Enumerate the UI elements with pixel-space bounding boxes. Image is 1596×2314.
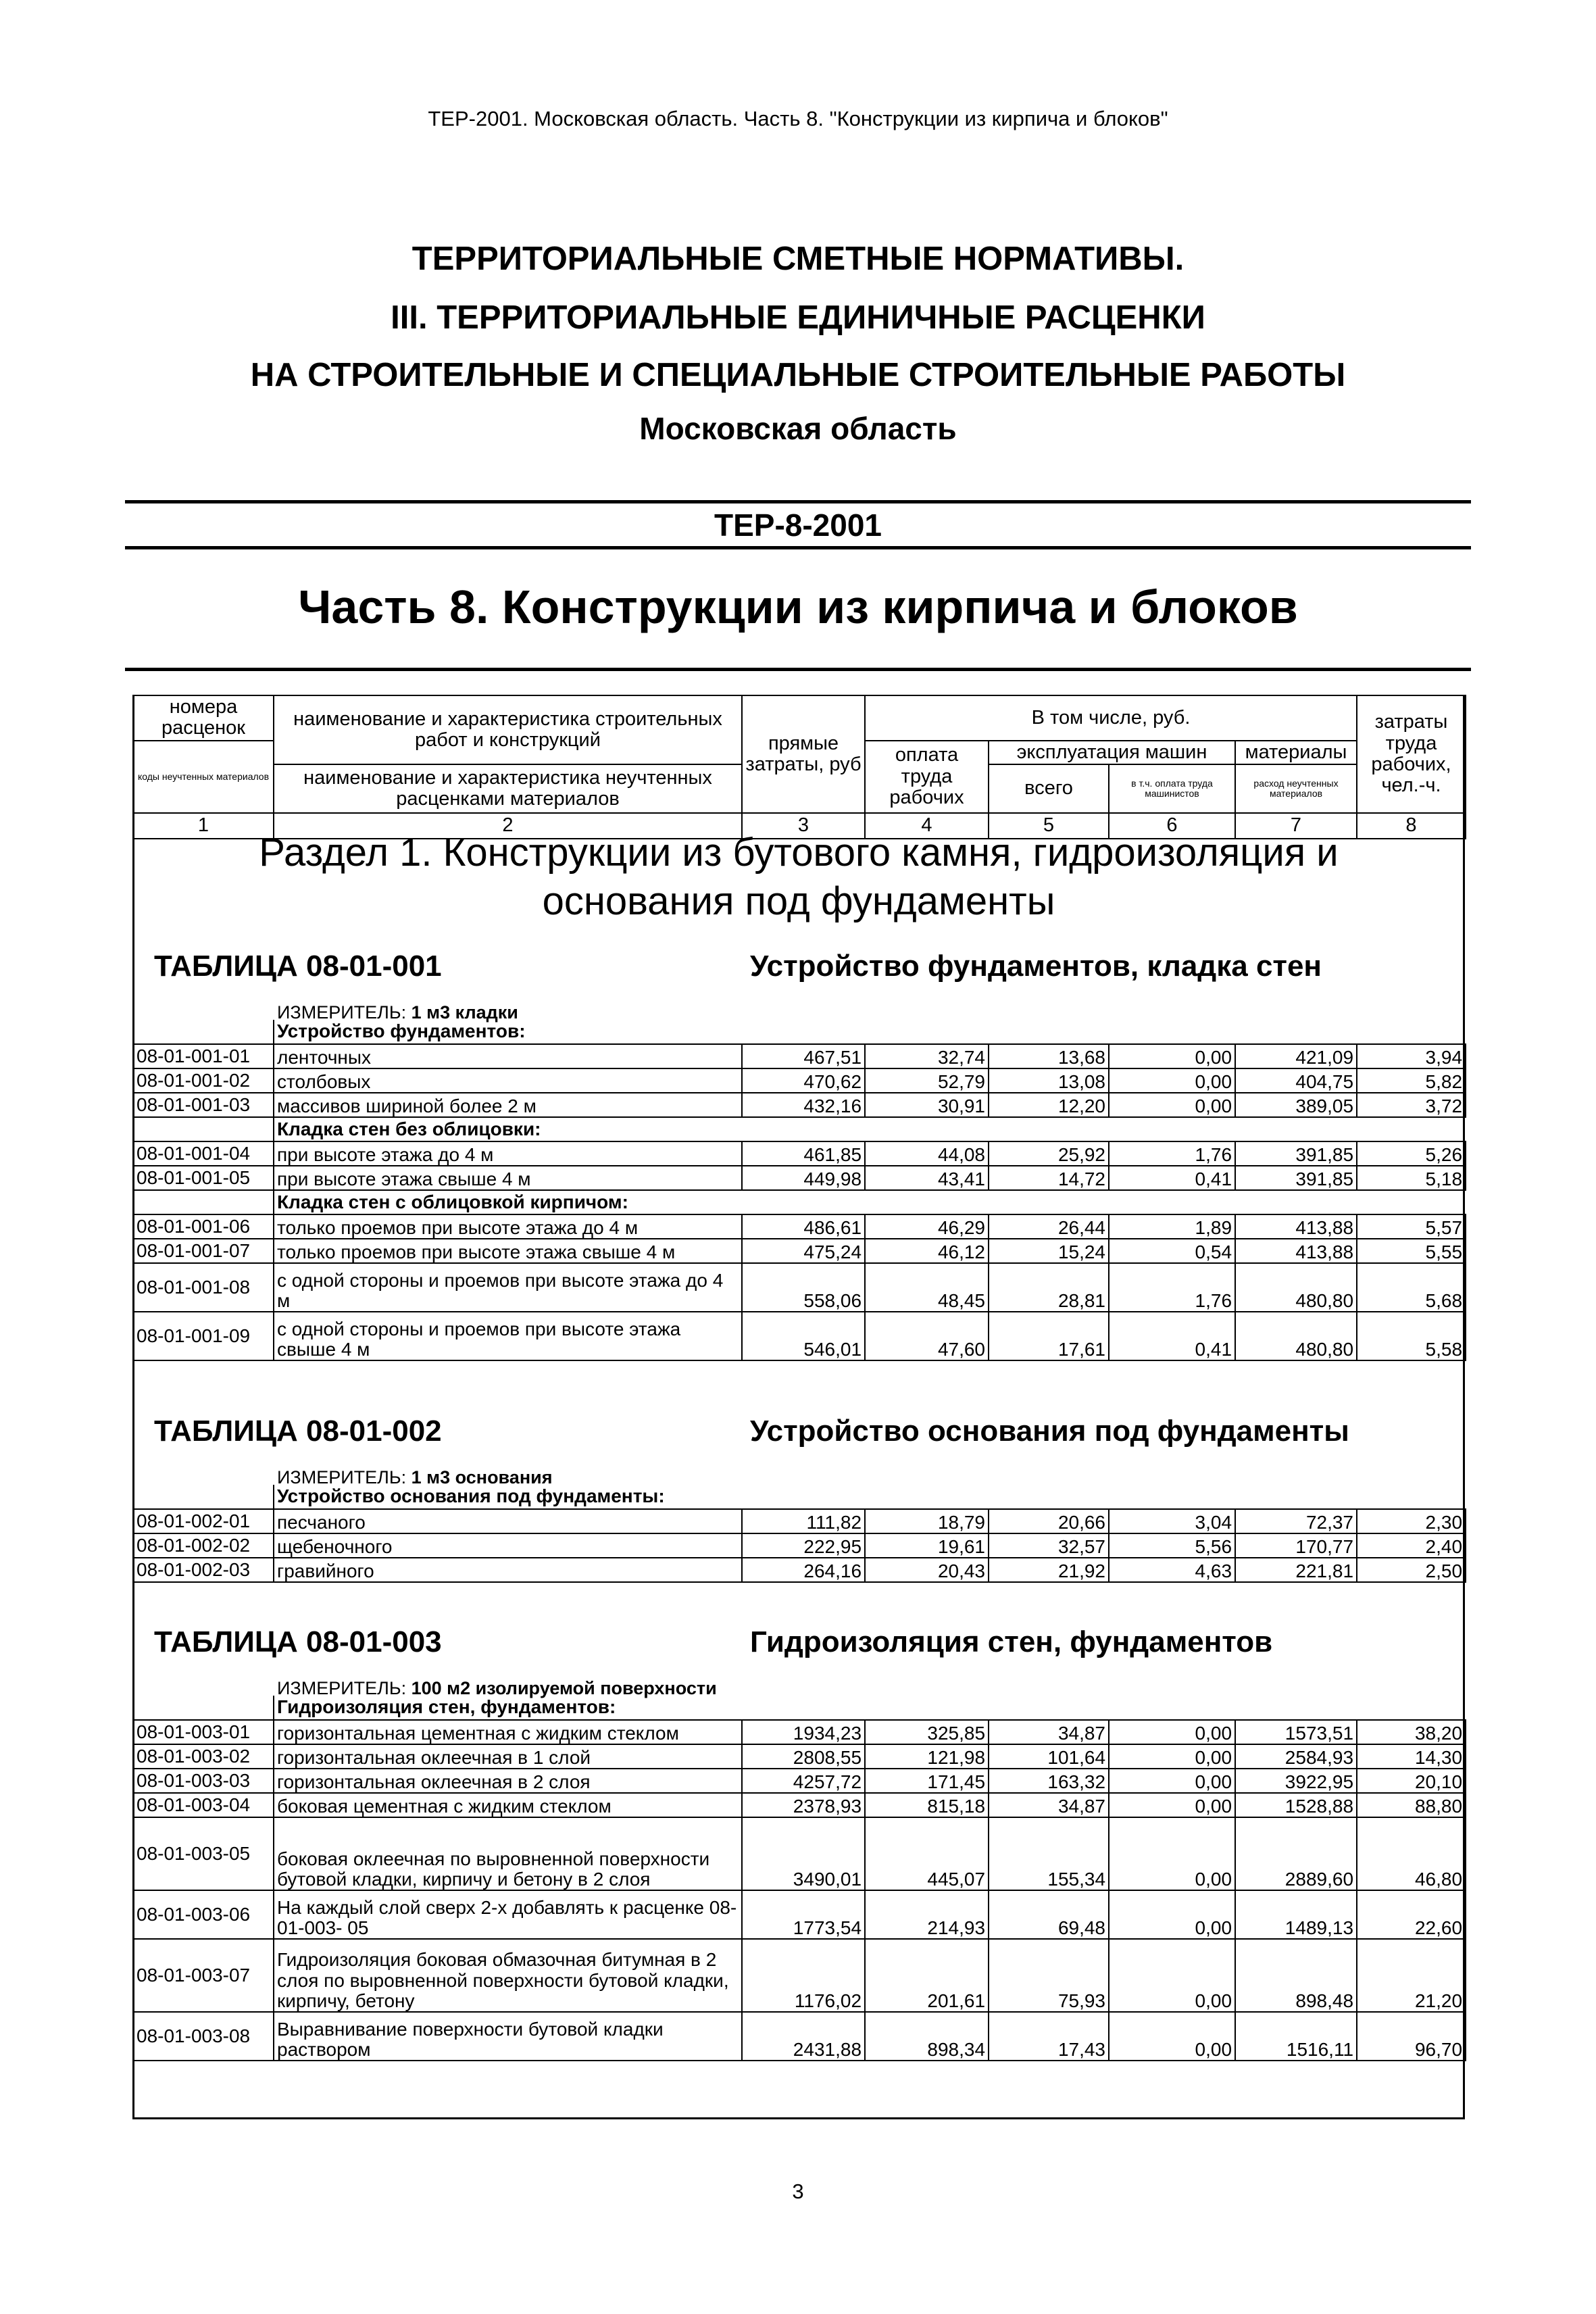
rate-value-c3: 1176,02 — [742, 1939, 865, 2012]
table-desc-3: Гидроизоляция стен, фундаментов — [750, 1625, 1273, 1658]
rate-value-c4: 48,45 — [865, 1263, 989, 1312]
table-row — [133, 1068, 1466, 1093]
rates-table — [132, 1020, 1466, 1361]
rate-code: 08-01-001-06 — [133, 1214, 274, 1239]
rate-value-c5: 21,92 — [989, 1558, 1109, 1582]
rate-value-c5: 75,93 — [989, 1939, 1109, 2012]
group-fill — [742, 1696, 1466, 1720]
document-code: ТЕР-8-2001 — [714, 508, 882, 543]
group-title: Кладка стен с облицовкой кирпичом: — [274, 1190, 742, 1214]
section-title-line-1: Раздел 1. Конструкции из бутового камня, гидроизоляция и — [259, 831, 1339, 875]
rates-table — [132, 1696, 1466, 2061]
measure-prefix: ИЗМЕРИТЕЛЬ: — [277, 1678, 407, 1698]
rate-code: 08-01-002-03 — [133, 1558, 274, 1582]
table-label-2: ТАБЛИЦА 08-01-002 — [154, 1414, 442, 1448]
rate-name: при высоте этажа свыше 4 м — [274, 1166, 742, 1190]
group-spacer — [133, 1696, 274, 1720]
rate-value-c6: 5,56 — [1109, 1533, 1235, 1558]
rate-value-c5: 15,24 — [989, 1239, 1109, 1263]
table-row — [133, 1312, 1466, 1360]
rate-code: 08-01-001-02 — [133, 1068, 274, 1093]
table-row — [133, 1793, 1466, 1817]
group-title: Устройство фундаментов: — [274, 1020, 742, 1044]
group-spacer — [133, 1020, 274, 1044]
rate-value-c7: 480,80 — [1235, 1263, 1357, 1312]
table-label-3: ТАБЛИЦА 08-01-003 — [154, 1625, 442, 1658]
rate-name: только проемов при высоте этажа свыше 4 м — [274, 1239, 742, 1263]
rate-name: массивов шириной более 2 м — [274, 1093, 742, 1117]
group-title: Устройство основания под фундаменты: — [274, 1485, 742, 1509]
rate-value-c7: 3922,95 — [1235, 1769, 1357, 1793]
group-spacer — [133, 1190, 274, 1214]
rate-value-c7: 1516,11 — [1235, 2012, 1357, 2061]
rate-value-c4: 214,93 — [865, 1890, 989, 1939]
rate-value-c7: 1573,51 — [1235, 1720, 1357, 1744]
rate-value-c7: 2584,93 — [1235, 1744, 1357, 1769]
measure-value: 1 м3 кладки — [411, 1002, 518, 1023]
table-desc-1: Устройство фундаментов, кладка стен — [750, 950, 1322, 983]
rate-value-c4: 46,12 — [865, 1239, 989, 1263]
rate-name: боковая цементная с жидким стеклом — [274, 1793, 742, 1817]
table-row — [133, 1093, 1466, 1117]
header-material-consumption: расход неучтенных материалов — [1235, 764, 1357, 813]
rate-value-c6: 0,00 — [1109, 1044, 1235, 1068]
rate-value-c3: 546,01 — [742, 1312, 865, 1360]
rate-value-c7: 389,05 — [1235, 1093, 1357, 1117]
rate-code: 08-01-003-08 — [133, 2012, 274, 2061]
rate-value-c5: 163,32 — [989, 1769, 1109, 1793]
measure-value: 100 м2 изолируемой поверхности — [411, 1678, 717, 1698]
group-spacer — [133, 1117, 274, 1141]
rate-value-c8: 5,26 — [1357, 1141, 1466, 1166]
rate-value-c6: 0,00 — [1109, 1720, 1235, 1744]
rate-value-c8: 5,55 — [1357, 1239, 1466, 1263]
group-row — [133, 1190, 1466, 1214]
rates-table — [132, 1485, 1466, 1583]
rate-value-c6: 4,63 — [1109, 1558, 1235, 1582]
rate-value-c5: 17,43 — [989, 2012, 1109, 2061]
rate-value-c3: 1934,23 — [742, 1720, 865, 1744]
rate-value-c3: 449,98 — [742, 1166, 865, 1190]
rate-value-c8: 96,70 — [1357, 2012, 1466, 2061]
rate-value-c7: 170,77 — [1235, 1533, 1357, 1558]
rate-value-c6: 0,00 — [1109, 1793, 1235, 1817]
header-machines-total: всего — [989, 764, 1109, 813]
rate-value-c5: 69,48 — [989, 1890, 1109, 1939]
title-line-2: III. ТЕРРИТОРИАЛЬНЫЕ ЕДИНИЧНЫЕ РАСЦЕНКИ — [391, 299, 1205, 336]
rate-value-c8: 5,58 — [1357, 1312, 1466, 1360]
rate-value-c8: 5,82 — [1357, 1068, 1466, 1093]
group-row — [133, 1696, 1466, 1720]
header-num-4: 4 — [865, 813, 989, 839]
rate-value-c4: 30,91 — [865, 1093, 989, 1117]
rate-value-c7: 413,88 — [1235, 1214, 1357, 1239]
header-incl: В том числе, руб. — [865, 695, 1357, 741]
rate-value-c5: 32,57 — [989, 1533, 1109, 1558]
rate-value-c3: 470,62 — [742, 1068, 865, 1093]
rate-code: 08-01-003-02 — [133, 1744, 274, 1769]
table-row — [133, 1769, 1466, 1793]
rate-value-c8: 2,50 — [1357, 1558, 1466, 1582]
rate-value-c6: 0,00 — [1109, 1068, 1235, 1093]
rate-value-c5: 34,87 — [989, 1720, 1109, 1744]
rate-code: 08-01-001-05 — [133, 1166, 274, 1190]
rate-name: гравийного — [274, 1558, 742, 1582]
rate-value-c8: 14,30 — [1357, 1744, 1466, 1769]
rate-value-c4: 201,61 — [865, 1939, 989, 2012]
group-spacer — [133, 1485, 274, 1509]
rate-code: 08-01-003-01 — [133, 1720, 274, 1744]
header-machinist-wages: в т.ч. оплата труда машинистов — [1109, 764, 1235, 813]
rule-bottom — [125, 668, 1471, 671]
rate-value-c8: 5,57 — [1357, 1214, 1466, 1239]
rate-code: 08-01-001-09 — [133, 1312, 274, 1360]
rate-value-c5: 25,92 — [989, 1141, 1109, 1166]
rate-value-c8: 2,30 — [1357, 1509, 1466, 1533]
rate-code: 08-01-001-08 — [133, 1263, 274, 1312]
rule-top — [125, 500, 1471, 503]
rate-value-c6: 0,00 — [1109, 1890, 1235, 1939]
table-label-1: ТАБЛИЦА 08-01-001 — [154, 950, 442, 983]
rate-value-c7: 413,88 — [1235, 1239, 1357, 1263]
rate-code: 08-01-003-06 — [133, 1890, 274, 1939]
rate-value-c5: 14,72 — [989, 1166, 1109, 1190]
rate-value-c4: 19,61 — [865, 1533, 989, 1558]
header-num-2: 2 — [274, 813, 742, 839]
table-row — [133, 1817, 1466, 1890]
header-num-3: 3 — [742, 813, 865, 839]
rate-value-c6: 0,41 — [1109, 1312, 1235, 1360]
rate-value-c8: 46,80 — [1357, 1817, 1466, 1890]
table-row — [133, 1263, 1466, 1312]
rate-name: На каждый слой сверх 2-х добавлять к расценке 08-01-003- 05 — [274, 1890, 742, 1939]
group-fill — [742, 1117, 1466, 1141]
table-row — [133, 1214, 1466, 1239]
rate-name: с одной стороны и проемов при высоте этажа свыше 4 м — [274, 1312, 742, 1360]
rate-value-c5: 26,44 — [989, 1214, 1109, 1239]
group-row — [133, 1485, 1466, 1509]
rate-value-c8: 3,94 — [1357, 1044, 1466, 1068]
rate-value-c7: 1489,13 — [1235, 1890, 1357, 1939]
rate-code: 08-01-003-05 — [133, 1817, 274, 1890]
rate-value-c3: 2808,55 — [742, 1744, 865, 1769]
header-wages: оплата труда рабочих — [865, 741, 989, 813]
rate-value-c3: 475,24 — [742, 1239, 865, 1263]
rate-value-c8: 20,10 — [1357, 1769, 1466, 1793]
rate-value-c3: 264,16 — [742, 1558, 865, 1582]
rate-value-c8: 2,40 — [1357, 1533, 1466, 1558]
group-row — [133, 1020, 1466, 1044]
rate-value-c6: 0,00 — [1109, 1769, 1235, 1793]
rate-value-c7: 221,81 — [1235, 1558, 1357, 1582]
rate-value-c5: 101,64 — [989, 1744, 1109, 1769]
rate-value-c4: 43,41 — [865, 1166, 989, 1190]
rate-value-c7: 421,09 — [1235, 1044, 1357, 1068]
title-line-4: Московская область — [639, 411, 957, 446]
table-desc-2: Устройство основания под фундаменты — [750, 1414, 1349, 1448]
rate-name: боковая оклеечная по выровненной поверхности бутовой кладки, кирпичу и бетону в 2 слоя — [274, 1817, 742, 1890]
page-number: 3 — [792, 2180, 804, 2203]
table-row — [133, 1558, 1466, 1582]
rate-value-c4: 325,85 — [865, 1720, 989, 1744]
rate-value-c4: 815,18 — [865, 1793, 989, 1817]
header-name: наименование и характеристика строительных работ и конструкций — [274, 695, 742, 764]
measure-value: 1 м3 основания — [411, 1467, 553, 1487]
rate-value-c3: 111,82 — [742, 1509, 865, 1533]
table-row — [133, 2012, 1466, 2061]
rate-value-c6: 0,00 — [1109, 1939, 1235, 2012]
rate-value-c5: 155,34 — [989, 1817, 1109, 1890]
rate-value-c8: 5,18 — [1357, 1166, 1466, 1190]
rate-code: 08-01-001-07 — [133, 1239, 274, 1263]
rate-value-c7: 391,85 — [1235, 1141, 1357, 1166]
rate-value-c5: 34,87 — [989, 1793, 1109, 1817]
rule-middle — [125, 546, 1471, 549]
title-line-3: НА СТРОИТЕЛЬНЫЕ И СПЕЦИАЛЬНЫЕ СТРОИТЕЛЬНЫЕ РАБОТЫ — [250, 357, 1346, 393]
table-row — [133, 1744, 1466, 1769]
rate-value-c8: 3,72 — [1357, 1093, 1466, 1117]
rate-code: 08-01-001-01 — [133, 1044, 274, 1068]
rate-value-c6: 0,54 — [1109, 1239, 1235, 1263]
table-row — [133, 1890, 1466, 1939]
table-row — [133, 1533, 1466, 1558]
rate-value-c3: 2378,93 — [742, 1793, 865, 1817]
rate-value-c3: 486,61 — [742, 1214, 865, 1239]
rate-value-c4: 898,34 — [865, 2012, 989, 2061]
rate-value-c7: 2889,60 — [1235, 1817, 1357, 1890]
rate-value-c5: 12,20 — [989, 1093, 1109, 1117]
rate-value-c6: 0,00 — [1109, 2012, 1235, 2061]
rate-value-c4: 44,08 — [865, 1141, 989, 1166]
group-fill — [742, 1485, 1466, 1509]
rate-value-c6: 1,89 — [1109, 1214, 1235, 1239]
rate-name: песчаного — [274, 1509, 742, 1533]
header-direct-costs: прямые затраты, руб — [742, 695, 865, 813]
part-title: Часть 8. Конструкции из кирпича и блоков — [298, 581, 1298, 633]
measure-prefix: ИЗМЕРИТЕЛЬ: — [277, 1467, 407, 1487]
rate-value-c3: 461,85 — [742, 1141, 865, 1166]
header-machines: эксплуатация машин — [989, 741, 1235, 764]
rate-name: с одной стороны и проемов при высоте этажа до 4 м — [274, 1263, 742, 1312]
rate-value-c7: 391,85 — [1235, 1166, 1357, 1190]
rate-value-c7: 72,37 — [1235, 1509, 1357, 1533]
group-fill — [742, 1020, 1466, 1044]
table-row — [133, 1044, 1466, 1068]
rate-value-c7: 1528,88 — [1235, 1793, 1357, 1817]
rate-value-c8: 38,20 — [1357, 1720, 1466, 1744]
rate-code: 08-01-003-03 — [133, 1769, 274, 1793]
rate-code: 08-01-003-04 — [133, 1793, 274, 1817]
rate-code: 08-01-002-01 — [133, 1509, 274, 1533]
rate-value-c4: 32,74 — [865, 1044, 989, 1068]
rate-value-c4: 121,98 — [865, 1744, 989, 1769]
rate-name: горизонтальная оклеечная в 1 слой — [274, 1744, 742, 1769]
rate-value-c7: 404,75 — [1235, 1068, 1357, 1093]
header-num-1: 1 — [133, 813, 274, 839]
rate-value-c6: 1,76 — [1109, 1141, 1235, 1166]
rate-name: щебеночного — [274, 1533, 742, 1558]
header-materials: материалы — [1235, 741, 1357, 764]
rate-value-c5: 17,61 — [989, 1312, 1109, 1360]
rate-value-c4: 46,29 — [865, 1214, 989, 1239]
rate-value-c3: 4257,72 — [742, 1769, 865, 1793]
table-row — [133, 1509, 1466, 1533]
rate-value-c3: 1773,54 — [742, 1890, 865, 1939]
header-num-8: 8 — [1357, 813, 1466, 839]
rate-value-c4: 20,43 — [865, 1558, 989, 1582]
group-title: Гидроизоляция стен, фундаментов: — [274, 1696, 742, 1720]
rate-value-c6: 1,76 — [1109, 1263, 1235, 1312]
rate-name: ленточных — [274, 1044, 742, 1068]
rate-value-c4: 171,45 — [865, 1769, 989, 1793]
rate-name: горизонтальная оклеечная в 2 слоя — [274, 1769, 742, 1793]
rate-value-c6: 3,04 — [1109, 1509, 1235, 1533]
rate-value-c8: 21,20 — [1357, 1939, 1466, 2012]
group-row — [133, 1117, 1466, 1141]
rate-name: горизонтальная цементная с жидким стеклом — [274, 1720, 742, 1744]
header-material-codes: коды неучтенных материалов — [133, 741, 274, 813]
rate-value-c4: 445,07 — [865, 1817, 989, 1890]
rate-name: при высоте этажа до 4 м — [274, 1141, 742, 1166]
rate-name: только проемов при высоте этажа до 4 м — [274, 1214, 742, 1239]
rate-value-c3: 222,95 — [742, 1533, 865, 1558]
rate-code: 08-01-001-03 — [133, 1093, 274, 1117]
rate-value-c3: 3490,01 — [742, 1817, 865, 1890]
table-row — [133, 1720, 1466, 1744]
table-row — [133, 1166, 1466, 1190]
group-fill — [742, 1190, 1466, 1214]
rate-value-c3: 467,51 — [742, 1044, 865, 1068]
rate-value-c8: 5,68 — [1357, 1263, 1466, 1312]
column-header — [132, 695, 1466, 839]
rate-value-c8: 88,80 — [1357, 1793, 1466, 1817]
table-row — [133, 1141, 1466, 1166]
rate-value-c4: 18,79 — [865, 1509, 989, 1533]
table-row — [133, 1939, 1466, 2012]
rate-name: Выравнивание поверхности бутовой кладки раствором — [274, 2012, 742, 2061]
rate-value-c6: 0,00 — [1109, 1093, 1235, 1117]
measure-prefix: ИЗМЕРИТЕЛЬ: — [277, 1002, 407, 1023]
rate-value-c7: 480,80 — [1235, 1312, 1357, 1360]
rate-name: столбовых — [274, 1068, 742, 1093]
header-labor: затраты труда рабочих, чел.-ч. — [1357, 695, 1466, 813]
header-num-5: 5 — [989, 813, 1109, 839]
rate-value-c6: 0,41 — [1109, 1166, 1235, 1190]
rate-value-c7: 898,48 — [1235, 1939, 1357, 2012]
running-header: ТЕР-2001. Московская область. Часть 8. "Конструкции из кирпича и блоков" — [428, 107, 1168, 130]
rate-value-c6: 0,00 — [1109, 1817, 1235, 1890]
rate-value-c3: 558,06 — [742, 1263, 865, 1312]
section-title-line-2: основания под фундаменты — [542, 879, 1055, 923]
rate-value-c8: 22,60 — [1357, 1890, 1466, 1939]
rate-value-c6: 0,00 — [1109, 1744, 1235, 1769]
rate-value-c3: 432,16 — [742, 1093, 865, 1117]
rate-value-c5: 28,81 — [989, 1263, 1109, 1312]
rate-value-c5: 20,66 — [989, 1509, 1109, 1533]
rate-code: 08-01-002-02 — [133, 1533, 274, 1558]
rate-value-c3: 2431,88 — [742, 2012, 865, 2061]
header-codes: номера расценок — [133, 695, 274, 741]
header-material-names: наименование и характеристика неучтенных расценками материалов — [274, 764, 742, 813]
group-title: Кладка стен без облицовки: — [274, 1117, 742, 1141]
rate-value-c5: 13,08 — [989, 1068, 1109, 1093]
rate-code: 08-01-001-04 — [133, 1141, 274, 1166]
rate-value-c5: 13,68 — [989, 1044, 1109, 1068]
header-num-6: 6 — [1109, 813, 1235, 839]
rate-value-c4: 47,60 — [865, 1312, 989, 1360]
table-row — [133, 1239, 1466, 1263]
title-line-1: ТЕРРИТОРИАЛЬНЫЕ СМЕТНЫЕ НОРМАТИВЫ. — [412, 241, 1184, 277]
header-num-7: 7 — [1235, 813, 1357, 839]
rate-value-c4: 52,79 — [865, 1068, 989, 1093]
rate-name: Гидроизоляция боковая обмазочная битумная в 2 слоя по выровненной поверхности бутовой кладки, кирпичу, бетону — [274, 1939, 742, 2012]
rate-code: 08-01-003-07 — [133, 1939, 274, 2012]
